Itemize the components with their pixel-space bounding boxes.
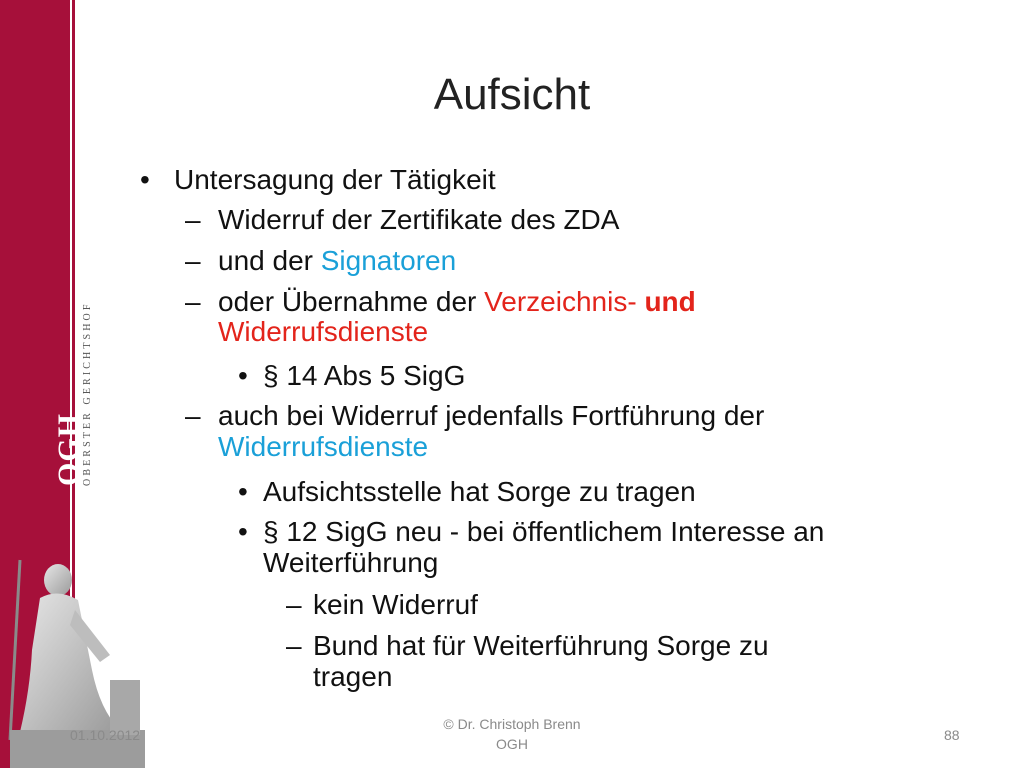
highlight-widerrufsdienste-2: Widerrufsdienste bbox=[218, 431, 429, 462]
item-signatoren-prefix: und der bbox=[218, 245, 321, 276]
item-aufsichtsstelle: Aufsichtsstelle hat Sorge zu tragen bbox=[263, 476, 696, 507]
logo-letters: OGH bbox=[52, 412, 85, 486]
bullet-marker: • bbox=[238, 476, 248, 507]
highlight-verzeichnis: Verzeichnis- bbox=[484, 286, 637, 317]
item-signatoren bbox=[218, 245, 456, 277]
item-fortfuehrung: auch bei Widerruf jedenfalls Fortführung der bbox=[218, 400, 765, 431]
item-paragraph-12: § 12 SigG neu - bei öffentlichem Interesse an bbox=[263, 516, 825, 547]
bullet-marker: • bbox=[238, 516, 248, 547]
dash-marker: – bbox=[286, 630, 302, 661]
bullet-marker: • bbox=[238, 360, 248, 391]
item-widerruf-zertifikate: Widerruf der Zertifikate des ZDA bbox=[218, 204, 620, 235]
highlight-widerrufsdienste: Widerrufsdienste bbox=[218, 316, 429, 347]
highlight-signatoren: Signatoren bbox=[320, 245, 457, 276]
item-bund-cont: tragen bbox=[313, 661, 393, 692]
footer-page-number: 88 bbox=[944, 727, 960, 743]
item-kein-widerruf: kein Widerruf bbox=[313, 589, 478, 620]
dash-marker: – bbox=[185, 204, 201, 235]
item-uebernahme bbox=[218, 286, 696, 318]
dash-marker: – bbox=[185, 245, 201, 276]
item-bund: Bund hat für Weiterführung Sorge zu bbox=[313, 630, 769, 661]
dash-marker: – bbox=[286, 589, 302, 620]
item-uebernahme-prefix: oder Übernahme der bbox=[218, 286, 485, 317]
dash-marker: – bbox=[185, 286, 201, 317]
footer-copyright-line2: OGH bbox=[496, 736, 528, 752]
slide-title: Aufsicht bbox=[433, 70, 591, 119]
bullet-marker: • bbox=[140, 164, 150, 195]
item-paragraph-14: § 14 Abs 5 SigG bbox=[263, 360, 466, 391]
logo-court-name: OBERSTER GERICHTSHOF bbox=[82, 301, 93, 486]
dash-marker: – bbox=[185, 400, 201, 431]
footer-date: 01.10.2012 bbox=[70, 727, 141, 743]
highlight-und: und bbox=[644, 286, 696, 317]
item-untersagung: Untersagung der Tätigkeit bbox=[174, 164, 496, 195]
item-paragraph-12-cont: Weiterführung bbox=[263, 547, 439, 578]
footer-copyright-line1: © Dr. Christoph Brenn bbox=[443, 716, 581, 732]
footer-copyright bbox=[412, 714, 612, 754]
